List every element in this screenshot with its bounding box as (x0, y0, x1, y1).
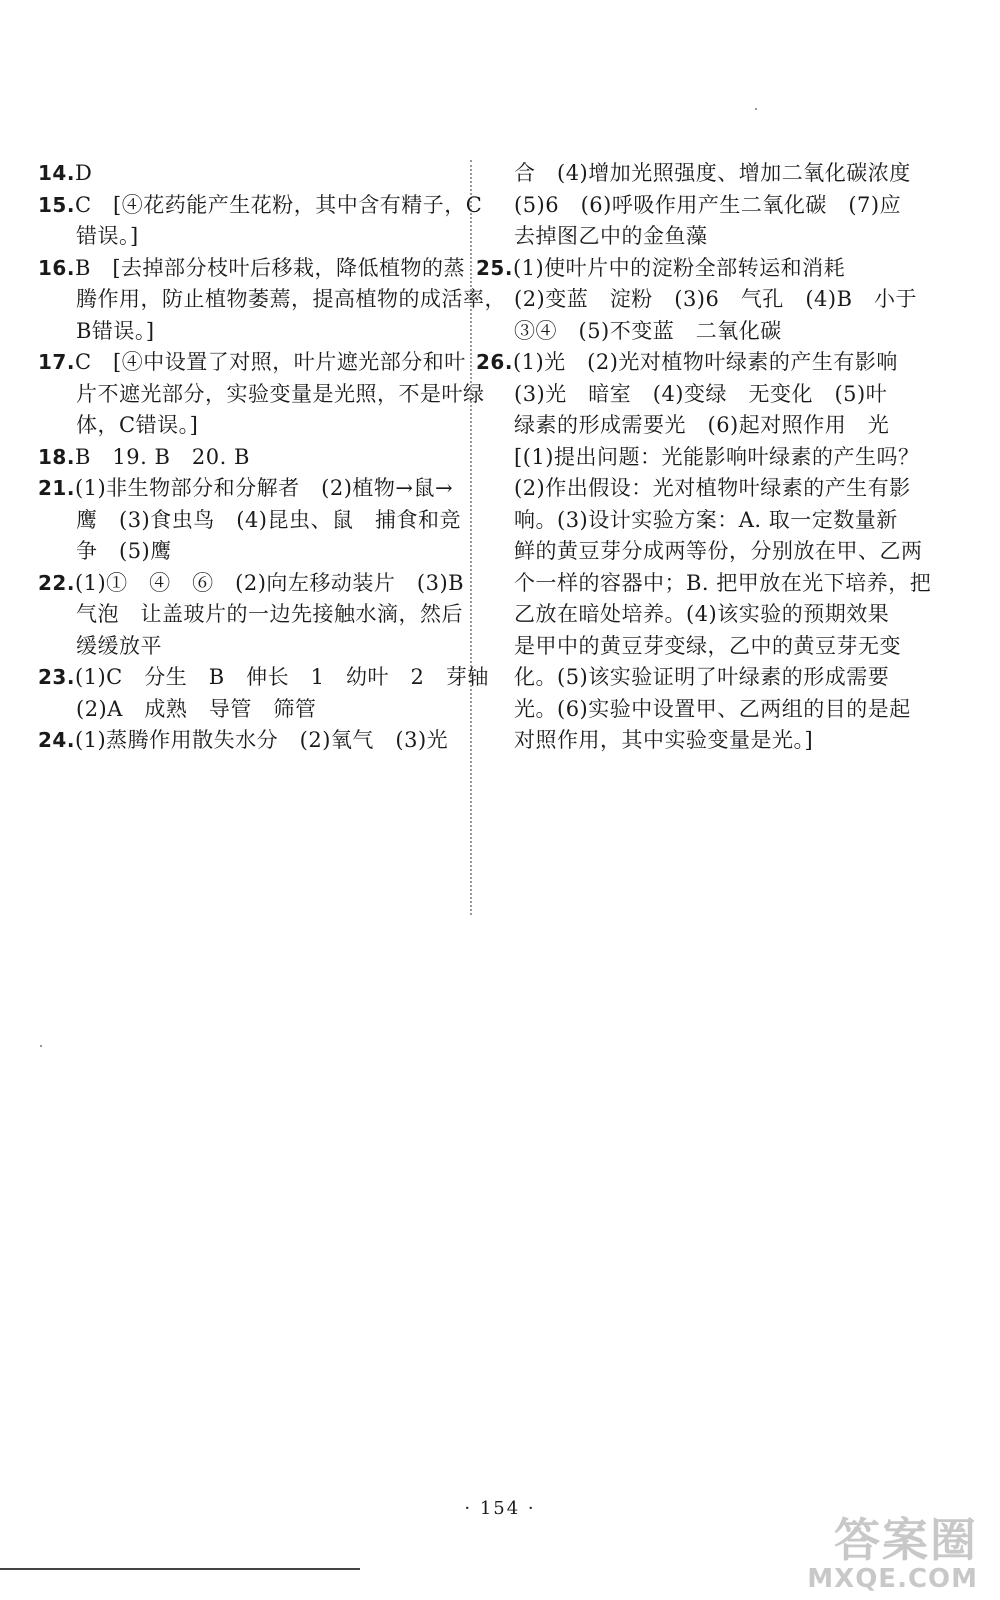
answer-line: 鲜的黄豆芽分成两等份，分别放在甲、乙两 (514, 539, 923, 563)
answer-line: 缓缓放平 (76, 633, 162, 658)
answer-line: 22.(1)① ④ ⑥ (2)向左移动装片 (3)B (38, 570, 465, 595)
answer-line: 体，C错误。] (76, 413, 199, 437)
answer-line: 鹰 (3)食虫鸟 (4)昆虫、鼠 捕食和竞 (76, 507, 461, 532)
page-number: · 154 · (464, 1498, 536, 1519)
answer-line: [(1)提出问题：光能影响叶绿素的产生吗？ (514, 444, 920, 469)
answer-line: (2)A 成熟 导管 筛管 (76, 696, 317, 721)
answer-line: (2)变蓝 淀粉 (3)6 气孔 (4)B 小于 (514, 287, 918, 311)
answer-column-left (38, 158, 506, 757)
scan-speck (755, 108, 757, 110)
scan-speck (40, 1045, 42, 1047)
column-divider (470, 160, 472, 915)
bottom-rule (0, 1568, 360, 1570)
answer-line: 争 (5)鹰 (76, 539, 172, 563)
answer-line: 14.D (38, 161, 93, 185)
answer-line: 16.B [去掉部分枝叶后移栽，降低植物的蒸 (38, 255, 466, 280)
answer-line: 化。(5)该实验证明了叶绿素的形成需要 (514, 665, 890, 689)
answer-line: (3)光 暗室 (4)变绿 无变化 (5)叶 (514, 381, 888, 406)
answer-line: 个一样的容器中；B. 把甲放在光下培养，把 (514, 570, 932, 595)
answer-line: ③④ (5)不变蓝 二氧化碳 (514, 318, 782, 343)
watermark-title: 答案圈 (834, 1513, 978, 1567)
answer-line: 15.C [④花药能产生花粉，其中含有精子，C (38, 192, 483, 217)
answer-line: 错误。] (76, 224, 139, 248)
answer-line: 对照作用，其中实验变量是光。] (514, 728, 814, 752)
answer-line: 去掉图乙中的金鱼藻 (514, 224, 708, 248)
answer-line: 绿素的形成需要光 (6)起对照作用 光 (514, 413, 890, 437)
answer-line: 25.(1)使叶片中的淀粉全部转运和消耗 (476, 255, 846, 280)
watermark-url: MXQE.COM (807, 1564, 978, 1594)
answer-line: 响。(3)设计实验方案：A. 取一定数量新 (514, 507, 898, 532)
answer-line: 21.(1)非生物部分和分解者 (2)植物→鼠→ (38, 476, 454, 500)
answer-line: 是甲中的黄豆芽变绿，乙中的黄豆芽无变 (514, 633, 901, 658)
answer-line: 腾作用，防止植物萎蔫，提高植物的成活率， (76, 287, 506, 311)
answer-line: 23.(1)C 分生 B 伸长 1 幼叶 2 芽轴 (38, 665, 489, 689)
answer-line: 乙放在暗处培养。(4)该实验的预期效果 (514, 602, 890, 626)
answer-line: 26.(1)光 (2)光对植物叶绿素的产生有影响 (476, 350, 898, 374)
answer-line: 17.C [④中设置了对照，叶片遮光部分和叶 (38, 350, 466, 374)
answer-column-right (476, 158, 932, 757)
answer-line: 气泡 让盖玻片的一边先接触水滴，然后 (76, 602, 463, 626)
answer-line: 合 (4)增加光照强度、增加二氧化碳浓度 (514, 161, 911, 185)
watermark-logo (807, 1513, 978, 1594)
answer-line: B错误。] (76, 318, 155, 343)
answer-line: (5)6 (6)呼吸作用产生二氧化碳 (7)应 (514, 192, 902, 217)
answer-line: 24.(1)蒸腾作用散失水分 (2)氧气 (3)光 (38, 728, 449, 752)
answer-line: 片不遮光部分，实验变量是光照，不是叶绿 (76, 381, 485, 406)
answer-line: 光。(6)实验中设置甲、乙两组的目的是起 (514, 696, 911, 721)
answer-line: (2)作出假设：光对植物叶绿素的产生有影 (514, 476, 911, 500)
answer-line: 18.B 19. B 20. B (38, 444, 250, 469)
